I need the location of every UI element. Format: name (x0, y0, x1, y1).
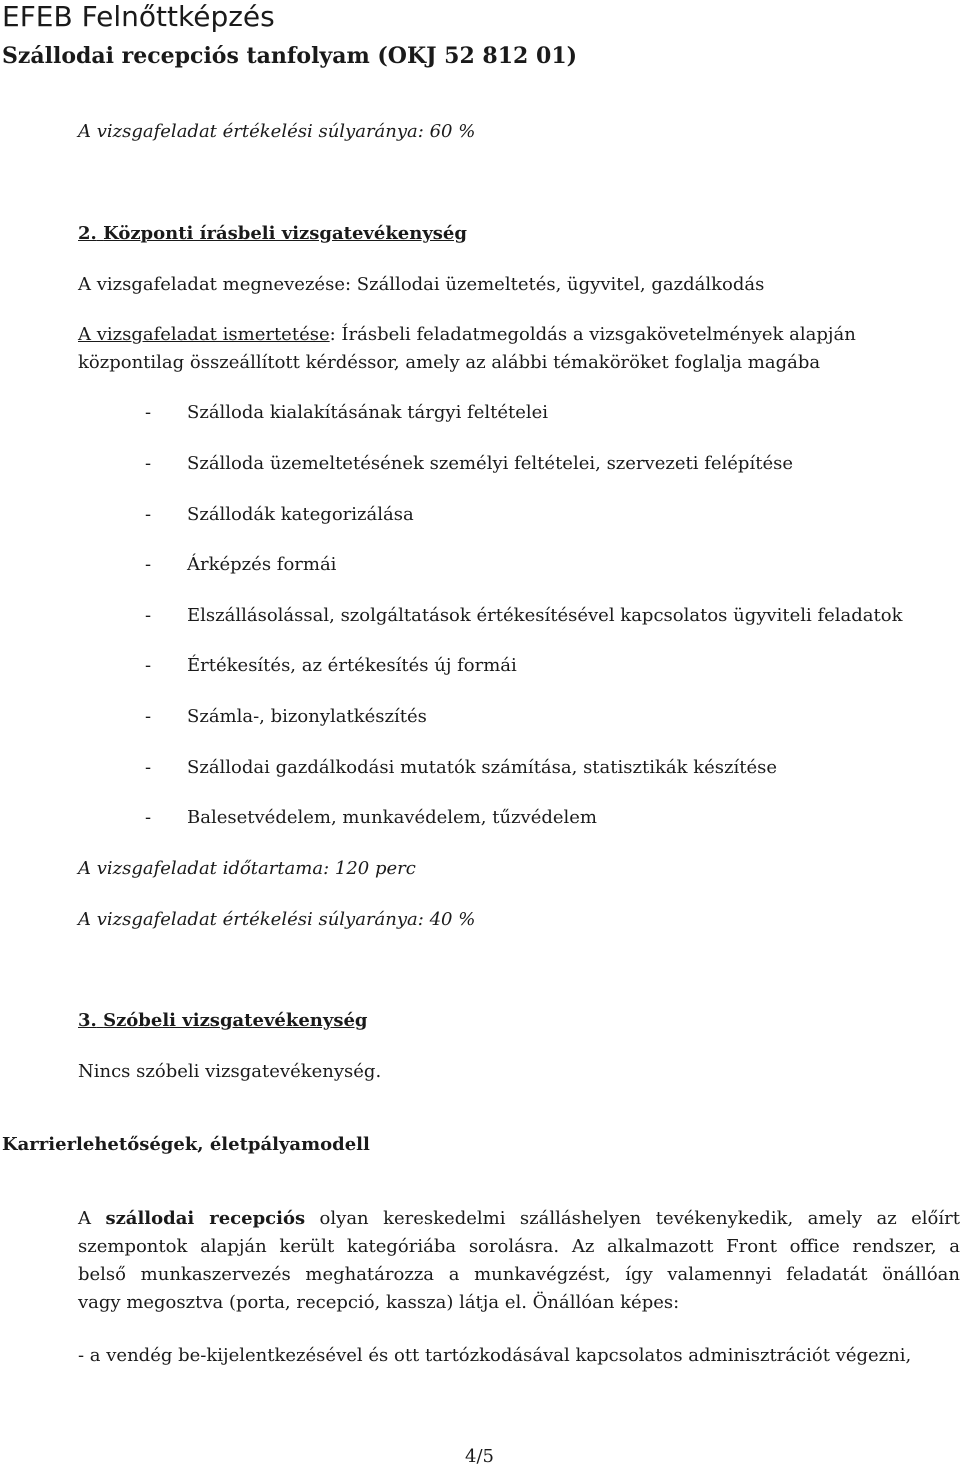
job-title: szállodai recepciós (105, 1208, 306, 1229)
career-line: szempontok alapján került kategóriába sorolásra. Az alkalmazott Front office rendszer, a (78, 1236, 960, 1257)
list-bullet: - (145, 453, 152, 474)
list-bullet: - (145, 807, 152, 828)
list-item: Balesetvédelem, munkavédelem, tűzvédelem (187, 807, 598, 828)
career-skill-item: - a vendég be-kijelentkezésével és ott tartózkodásával kapcsolatos adminisztrációt végezni, (78, 1345, 912, 1366)
list-item: Szállodák kategorizálása (187, 504, 414, 525)
section3-number: 3. (78, 1010, 97, 1031)
career-heading: Karrierlehetőségek, életpályamodell (2, 1134, 370, 1155)
list-item: Értékesítés, az értékesítés új formái (187, 655, 517, 676)
section1-weight: A vizsgafeladat értékelési súlyaránya: 60 % (78, 121, 476, 142)
section2-description-line2: központilag összeállított kérdéssor, amely az alábbi témaköröket foglalja magába (78, 352, 821, 373)
brand-title: EFEB Felnőttképzés (2, 0, 275, 33)
career-paragraph (78, 1205, 960, 1317)
career-line: belső munkaszervezés meghatározza a munkavégzést, így valamennyi feladatát önállóan (78, 1264, 960, 1285)
section2-description-line1 (78, 322, 856, 348)
list-bullet: - (145, 655, 152, 676)
description-text: : Írásbeli feladatmegoldás a vizsgakövetelmények alapján (329, 324, 856, 345)
career-text: A (78, 1208, 106, 1229)
description-label: A vizsgafeladat ismertetése (78, 324, 330, 345)
section2-title: Központi írásbeli vizsgatevékenység (103, 223, 467, 244)
section2-task-name: A vizsgafeladat megnevezése: Szállodai üzemeltetés, ügyvitel, gazdálkodás (78, 274, 765, 295)
career-text: olyan kereskedelmi szálláshelyen tevékenykedik, amely az előírt (305, 1208, 960, 1229)
section3-heading (78, 1008, 368, 1034)
list-bullet: - (145, 605, 152, 626)
list-bullet: - (145, 757, 152, 778)
list-item: Számla-, bizonylatkészítés (187, 706, 427, 727)
section2-heading (78, 221, 467, 247)
career-line (78, 1205, 960, 1233)
list-item: Elszállásolással, szolgáltatások értékesítésével kapcsolatos ügyviteli feladatok (187, 605, 903, 626)
career-line: vagy megosztva (porta, recepció, kassza) látja el. Önállóan képes: (78, 1292, 680, 1313)
section2-number: 2. (78, 223, 97, 244)
page-number: 4/5 (465, 1446, 494, 1467)
section2-duration: A vizsgafeladat időtartama: 120 perc (78, 858, 416, 879)
section3-title: Szóbeli vizsgatevékenység (103, 1010, 368, 1031)
list-item: Szálloda kialakításának tárgyi feltételei (187, 402, 549, 423)
list-item: Árképzés formái (187, 554, 337, 575)
list-bullet: - (145, 402, 152, 423)
course-title: Szállodai recepciós tanfolyam (OKJ 52 812 01) (2, 43, 578, 69)
list-bullet: - (145, 504, 152, 525)
list-bullet: - (145, 706, 152, 727)
list-item: Szállodai gazdálkodási mutatók számítása, statisztikák készítése (187, 757, 778, 778)
section2-weight: A vizsgafeladat értékelési súlyaránya: 40 % (78, 909, 476, 930)
list-bullet: - (145, 554, 152, 575)
section3-text: Nincs szóbeli vizsgatevékenység. (78, 1061, 382, 1082)
list-item: Szálloda üzemeltetésének személyi feltételei, szervezeti felépítése (187, 453, 793, 474)
